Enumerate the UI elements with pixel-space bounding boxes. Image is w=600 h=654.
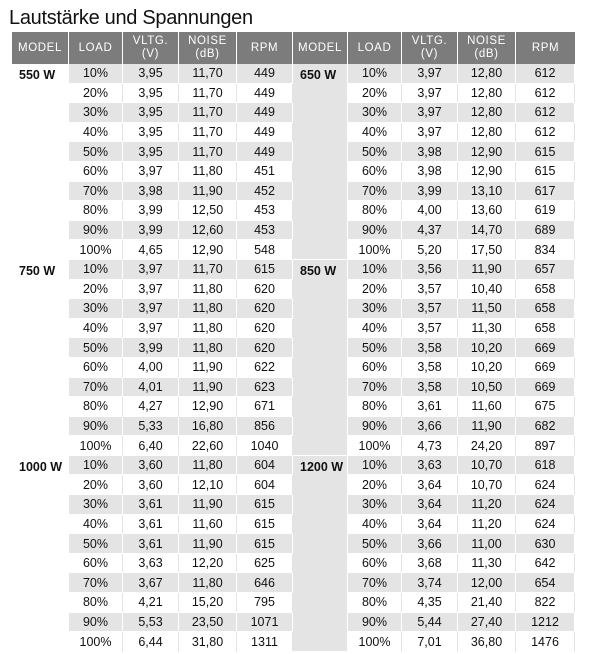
rpm-cell: 671 [237, 397, 293, 417]
rpm-cell: 669 [516, 378, 575, 398]
noise-cell: 12,80 [458, 64, 516, 84]
rpm-cell: 682 [516, 417, 575, 437]
load-cell: 90% [348, 221, 402, 241]
load-cell: 50% [69, 338, 123, 358]
voltage-cell: 4,65 [123, 240, 179, 260]
noise-cell: 12,00 [458, 573, 516, 593]
rpm-cell: 618 [516, 456, 575, 476]
noise-cell: 11,90 [179, 534, 237, 554]
rpm-cell: 617 [516, 182, 575, 202]
rpm-cell: 615 [237, 260, 293, 280]
table-row [12, 260, 575, 280]
rpm-cell: 658 [516, 319, 575, 339]
model-label: 750 W [12, 260, 69, 456]
voltage-noise-table [12, 32, 575, 652]
voltage-cell: 4,00 [123, 358, 179, 378]
rpm-cell: 642 [516, 554, 575, 574]
noise-cell: 10,40 [458, 280, 516, 300]
noise-cell: 11,80 [179, 573, 237, 593]
rpm-cell: 795 [237, 593, 293, 613]
noise-cell: 11,80 [179, 456, 237, 476]
noise-cell: 11,70 [179, 260, 237, 280]
voltage-cell: 3,60 [123, 475, 179, 495]
voltage-cell: 4,35 [402, 593, 458, 613]
load-cell: 10% [348, 64, 402, 84]
load-cell: 100% [348, 436, 402, 456]
model-label: 650 W [293, 64, 348, 260]
noise-cell: 11,90 [179, 182, 237, 202]
voltage-cell: 4,37 [402, 221, 458, 241]
load-cell: 40% [69, 319, 123, 339]
load-cell: 30% [69, 103, 123, 123]
load-cell: 80% [69, 593, 123, 613]
load-cell: 70% [69, 378, 123, 398]
voltage-cell: 3,64 [402, 515, 458, 535]
noise-cell: 10,70 [458, 456, 516, 476]
load-cell: 20% [348, 84, 402, 104]
voltage-cell: 3,97 [123, 162, 179, 182]
load-cell: 60% [348, 358, 402, 378]
voltage-cell: 4,27 [123, 397, 179, 417]
voltage-cell: 6,44 [123, 632, 179, 652]
model-label: 850 W [293, 260, 348, 456]
load-cell: 80% [69, 201, 123, 221]
rpm-cell: 689 [516, 221, 575, 241]
rpm-cell: 548 [237, 240, 293, 260]
load-cell: 60% [348, 162, 402, 182]
rpm-cell: 604 [237, 456, 293, 476]
load-cell: 40% [348, 515, 402, 535]
rpm-cell: 612 [516, 84, 575, 104]
rpm-cell: 630 [516, 534, 575, 554]
load-cell: 30% [348, 495, 402, 515]
noise-cell: 12,10 [179, 475, 237, 495]
load-cell: 30% [69, 299, 123, 319]
column-header: MODEL [12, 32, 69, 64]
rpm-cell: 1476 [516, 632, 575, 652]
rpm-cell: 834 [516, 240, 575, 260]
load-cell: 30% [348, 103, 402, 123]
model-label: 550 W [12, 64, 69, 260]
rpm-cell: 612 [516, 64, 575, 84]
load-cell: 50% [348, 534, 402, 554]
voltage-cell: 5,44 [402, 613, 458, 633]
voltage-cell: 3,68 [402, 554, 458, 574]
load-cell: 20% [69, 84, 123, 104]
voltage-cell: 3,74 [402, 573, 458, 593]
voltage-cell: 4,00 [402, 201, 458, 221]
rpm-cell: 612 [516, 103, 575, 123]
load-cell: 90% [348, 417, 402, 437]
noise-cell: 17,50 [458, 240, 516, 260]
noise-cell: 11,00 [458, 534, 516, 554]
load-cell: 100% [348, 240, 402, 260]
load-cell: 100% [69, 632, 123, 652]
rpm-cell: 449 [237, 84, 293, 104]
rpm-cell: 453 [237, 221, 293, 241]
voltage-cell: 3,99 [123, 221, 179, 241]
noise-cell: 11,70 [179, 84, 237, 104]
load-cell: 40% [69, 515, 123, 535]
voltage-cell: 3,63 [123, 554, 179, 574]
rpm-cell: 658 [516, 280, 575, 300]
rpm-cell: 1040 [237, 436, 293, 456]
rpm-cell: 669 [516, 358, 575, 378]
load-cell: 90% [69, 221, 123, 241]
load-cell: 80% [348, 201, 402, 221]
load-cell: 20% [348, 475, 402, 495]
voltage-cell: 5,20 [402, 240, 458, 260]
load-cell: 90% [69, 613, 123, 633]
load-cell: 70% [348, 378, 402, 398]
noise-cell: 11,70 [179, 64, 237, 84]
noise-cell: 11,70 [179, 103, 237, 123]
voltage-cell: 3,98 [402, 162, 458, 182]
load-cell: 10% [348, 456, 402, 476]
load-cell: 80% [348, 397, 402, 417]
noise-cell: 11,60 [458, 397, 516, 417]
rpm-cell: 615 [237, 515, 293, 535]
noise-cell: 11,80 [179, 162, 237, 182]
voltage-cell: 3,61 [123, 515, 179, 535]
voltage-cell: 4,21 [123, 593, 179, 613]
rpm-cell: 451 [237, 162, 293, 182]
load-cell: 10% [69, 456, 123, 476]
noise-cell: 11,20 [458, 515, 516, 535]
rpm-cell: 1311 [237, 632, 293, 652]
voltage-cell: 3,98 [402, 142, 458, 162]
voltage-cell: 3,97 [123, 260, 179, 280]
noise-cell: 10,70 [458, 475, 516, 495]
rpm-cell: 615 [516, 162, 575, 182]
noise-cell: 11,30 [458, 554, 516, 574]
voltage-cell: 3,60 [123, 456, 179, 476]
voltage-cell: 3,67 [123, 573, 179, 593]
rpm-cell: 624 [516, 515, 575, 535]
model-label: 1200 W [293, 456, 348, 652]
voltage-cell: 3,58 [402, 338, 458, 358]
voltage-cell: 3,61 [123, 495, 179, 515]
noise-cell: 12,20 [179, 554, 237, 574]
load-cell: 90% [69, 417, 123, 437]
load-cell: 50% [69, 142, 123, 162]
rpm-cell: 620 [237, 338, 293, 358]
load-cell: 20% [69, 280, 123, 300]
rpm-cell: 449 [237, 123, 293, 143]
load-cell: 40% [348, 319, 402, 339]
rpm-cell: 624 [516, 495, 575, 515]
noise-cell: 12,80 [458, 84, 516, 104]
column-header: RPM [237, 32, 293, 64]
noise-cell: 11,90 [179, 495, 237, 515]
column-header: LOAD [69, 32, 123, 64]
rpm-cell: 1212 [516, 613, 575, 633]
voltage-cell: 3,64 [402, 495, 458, 515]
rpm-cell: 646 [237, 573, 293, 593]
rpm-cell: 669 [516, 338, 575, 358]
noise-cell: 15,20 [179, 593, 237, 613]
noise-cell: 24,20 [458, 436, 516, 456]
load-cell: 50% [69, 534, 123, 554]
rpm-cell: 620 [237, 319, 293, 339]
load-cell: 60% [69, 358, 123, 378]
noise-cell: 11,20 [458, 495, 516, 515]
voltage-cell: 3,57 [402, 280, 458, 300]
noise-cell: 31,80 [179, 632, 237, 652]
voltage-cell: 3,99 [123, 338, 179, 358]
column-header: NOISE (dB) [458, 32, 516, 64]
rpm-cell: 452 [237, 182, 293, 202]
table-row [12, 456, 575, 476]
rpm-cell: 1071 [237, 613, 293, 633]
noise-cell: 12,80 [458, 123, 516, 143]
load-cell: 60% [69, 554, 123, 574]
voltage-cell: 3,97 [402, 84, 458, 104]
noise-cell: 10,50 [458, 378, 516, 398]
load-cell: 10% [348, 260, 402, 280]
noise-cell: 11,80 [179, 338, 237, 358]
rpm-cell: 449 [237, 103, 293, 123]
noise-cell: 21,40 [458, 593, 516, 613]
rpm-cell: 856 [237, 417, 293, 437]
load-cell: 50% [348, 142, 402, 162]
voltage-cell: 3,97 [123, 319, 179, 339]
voltage-cell: 3,57 [402, 319, 458, 339]
noise-cell: 11,30 [458, 319, 516, 339]
noise-cell: 12,90 [458, 142, 516, 162]
voltage-cell: 6,40 [123, 436, 179, 456]
voltage-cell: 3,99 [123, 201, 179, 221]
load-cell: 100% [69, 436, 123, 456]
voltage-cell: 3,97 [402, 123, 458, 143]
noise-cell: 11,90 [458, 260, 516, 280]
voltage-cell: 3,95 [123, 103, 179, 123]
load-cell: 90% [348, 613, 402, 633]
rpm-cell: 625 [237, 554, 293, 574]
rpm-cell: 622 [237, 358, 293, 378]
rpm-cell: 623 [237, 378, 293, 398]
voltage-cell: 3,58 [402, 378, 458, 398]
page-title: Lautstärke und Spannungen [9, 7, 253, 29]
noise-cell: 14,70 [458, 221, 516, 241]
voltage-cell: 3,97 [123, 280, 179, 300]
load-cell: 20% [348, 280, 402, 300]
noise-cell: 11,90 [179, 378, 237, 398]
voltage-cell: 3,95 [123, 142, 179, 162]
voltage-cell: 3,57 [402, 299, 458, 319]
column-header: RPM [516, 32, 575, 64]
load-cell: 30% [69, 495, 123, 515]
model-label: 1000 W [12, 456, 69, 652]
voltage-cell: 3,64 [402, 475, 458, 495]
voltage-cell: 3,95 [123, 84, 179, 104]
load-cell: 20% [69, 475, 123, 495]
load-cell: 10% [69, 64, 123, 84]
rpm-cell: 449 [237, 142, 293, 162]
rpm-cell: 624 [516, 475, 575, 495]
noise-cell: 10,20 [458, 338, 516, 358]
rpm-cell: 453 [237, 201, 293, 221]
noise-cell: 11,80 [179, 299, 237, 319]
noise-cell: 12,60 [179, 221, 237, 241]
noise-cell: 12,50 [179, 201, 237, 221]
voltage-cell: 3,97 [402, 64, 458, 84]
load-cell: 70% [69, 182, 123, 202]
rpm-cell: 620 [237, 299, 293, 319]
rpm-cell: 620 [237, 280, 293, 300]
column-header: MODEL [293, 32, 348, 64]
load-cell: 80% [348, 593, 402, 613]
noise-cell: 10,20 [458, 358, 516, 378]
voltage-cell: 3,97 [123, 299, 179, 319]
load-cell: 30% [348, 299, 402, 319]
load-cell: 100% [69, 240, 123, 260]
noise-cell: 13,10 [458, 182, 516, 202]
noise-cell: 12,90 [458, 162, 516, 182]
load-cell: 80% [69, 397, 123, 417]
noise-cell: 23,50 [179, 613, 237, 633]
rpm-cell: 654 [516, 573, 575, 593]
load-cell: 100% [348, 632, 402, 652]
rpm-cell: 449 [237, 64, 293, 84]
noise-cell: 22,60 [179, 436, 237, 456]
column-header: VLTG. (V) [402, 32, 458, 64]
voltage-cell: 3,97 [402, 103, 458, 123]
noise-cell: 16,80 [179, 417, 237, 437]
load-cell: 70% [69, 573, 123, 593]
rpm-cell: 615 [516, 142, 575, 162]
rpm-cell: 615 [237, 534, 293, 554]
voltage-cell: 3,66 [402, 417, 458, 437]
voltage-cell: 3,98 [123, 182, 179, 202]
column-header: NOISE (dB) [179, 32, 237, 64]
noise-cell: 13,60 [458, 201, 516, 221]
voltage-cell: 3,63 [402, 456, 458, 476]
noise-cell: 11,70 [179, 142, 237, 162]
voltage-cell: 3,58 [402, 358, 458, 378]
load-cell: 70% [348, 573, 402, 593]
load-cell: 40% [348, 123, 402, 143]
rpm-cell: 822 [516, 593, 575, 613]
voltage-cell: 3,61 [123, 534, 179, 554]
voltage-cell: 5,53 [123, 613, 179, 633]
load-cell: 40% [69, 123, 123, 143]
noise-cell: 11,50 [458, 299, 516, 319]
noise-cell: 11,70 [179, 123, 237, 143]
rpm-cell: 675 [516, 397, 575, 417]
voltage-cell: 3,56 [402, 260, 458, 280]
noise-cell: 11,60 [179, 515, 237, 535]
noise-cell: 12,90 [179, 397, 237, 417]
noise-cell: 27,40 [458, 613, 516, 633]
voltage-cell: 4,01 [123, 378, 179, 398]
load-cell: 50% [348, 338, 402, 358]
load-cell: 60% [348, 554, 402, 574]
noise-cell: 12,80 [458, 103, 516, 123]
rpm-cell: 658 [516, 299, 575, 319]
load-cell: 10% [69, 260, 123, 280]
voltage-cell: 4,73 [402, 436, 458, 456]
voltage-cell: 7,01 [402, 632, 458, 652]
noise-cell: 36,80 [458, 632, 516, 652]
voltage-cell: 5,33 [123, 417, 179, 437]
rpm-cell: 604 [237, 475, 293, 495]
column-header: LOAD [348, 32, 402, 64]
noise-cell: 11,80 [179, 280, 237, 300]
voltage-cell: 3,66 [402, 534, 458, 554]
load-cell: 70% [348, 182, 402, 202]
noise-cell: 11,80 [179, 319, 237, 339]
header-row [12, 32, 575, 64]
voltage-cell: 3,95 [123, 64, 179, 84]
voltage-cell: 3,61 [402, 397, 458, 417]
rpm-cell: 897 [516, 436, 575, 456]
noise-cell: 11,90 [179, 358, 237, 378]
rpm-cell: 619 [516, 201, 575, 221]
rpm-cell: 657 [516, 260, 575, 280]
load-cell: 60% [69, 162, 123, 182]
rpm-cell: 612 [516, 123, 575, 143]
table-row [12, 64, 575, 84]
voltage-cell: 3,95 [123, 123, 179, 143]
rpm-cell: 615 [237, 495, 293, 515]
noise-cell: 12,90 [179, 240, 237, 260]
column-header: VLTG. (V) [123, 32, 179, 64]
voltage-cell: 3,99 [402, 182, 458, 202]
noise-cell: 11,90 [458, 417, 516, 437]
